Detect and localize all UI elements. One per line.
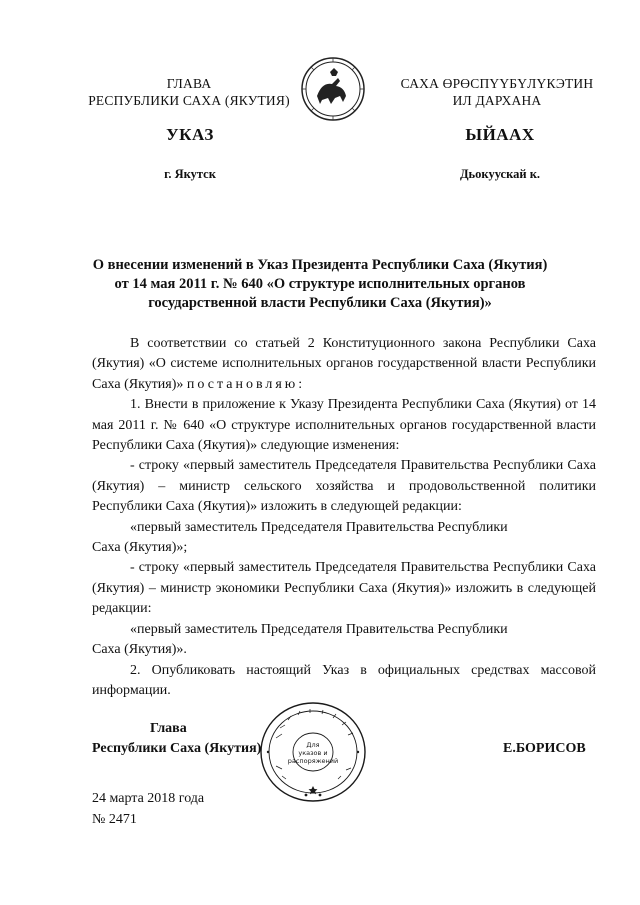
city-left: г. Якутск (164, 167, 216, 181)
document-number: № 2471 (92, 812, 137, 827)
subject-line3: государственной власти Республики Саха (Якутия)» (148, 295, 492, 311)
header-right (382, 75, 612, 109)
document-date: 24 марта 2018 года (92, 791, 205, 806)
quote-2-line2: Саха (Якутия)». (92, 642, 187, 658)
intro-text: В соответствии со статьей 2 Конституционного закона Республики Саха (Якутия) «О системе исполнительных органов государственной власти Республики Саха (Якутия)» (92, 336, 596, 392)
subject-line2: от 14 мая 2011 г. № 640 «О структуре исполнительных органов (114, 276, 526, 292)
coat-of-arms-emblem (300, 56, 366, 122)
header-left (82, 75, 296, 109)
signature-title-line2: Республики Саха (Якутия) (92, 741, 262, 756)
stamp-text-line1: Для (306, 741, 320, 749)
document-body (92, 334, 596, 701)
item-1: 1. Внести в приложение к Указу Президента Республики Саха (Якутия) от 14 мая 2011 г. № 640 «О структуре исполнительных органов государственной власти Республики Саха (Якутия)» следующие изменения: (92, 397, 596, 454)
header-right-line2: ИЛ ДАРХАНА (452, 93, 542, 108)
header-left-line2: РЕСПУБЛИКИ САХА (ЯКУТИЯ) (88, 93, 290, 108)
document-subject (60, 256, 580, 313)
sub-item-1: - строку «первый заместитель Председателя Правительства Республики Саха (Якутия) – министр сельского хозяйства и продовольственной политики Республики Саха (Якутия)» изложить в следующей редакции: (92, 458, 596, 515)
signatory-name: Е.БОРИСОВ (503, 741, 586, 756)
sub-item-2: - строку «первый заместитель Председателя Правительства Республики Саха (Якутия) – министр экономики Республики Саха (Якутия)» изложить в следующей редакции: (92, 560, 596, 617)
signature-title-line1: Глава (150, 721, 187, 736)
quote-1-line2: Саха (Якутия)»; (92, 540, 188, 556)
city-right: Дьокуускай к. (459, 167, 541, 181)
decree-word: постановляю: (186, 376, 306, 392)
quote-1-line1: «первый заместитель Председателя Правительства Республики (130, 519, 508, 535)
doc-type-right: ЫЙААХ (465, 125, 535, 144)
stamp-text-line2: указов и (298, 749, 328, 757)
stamp-text-line3: распоряжений (287, 757, 339, 765)
doc-type-left: УКАЗ (166, 125, 214, 144)
subject-line1: О внесении изменений в Указ Президента Республики Саха (Якутия) (92, 257, 548, 273)
quote-2-line1: «первый заместитель Председателя Правительства Республики (130, 621, 508, 637)
official-stamp (258, 700, 368, 804)
item-2: 2. Опубликовать настоящий Указ в официальных средствах массовой информации. (92, 662, 596, 698)
header-left-line1: ГЛАВА (166, 76, 212, 91)
header-right-line1: САХА ӨРӨСПҮҮБҮЛҮКЭТИН (400, 76, 594, 91)
intro-paragraph (92, 334, 596, 395)
